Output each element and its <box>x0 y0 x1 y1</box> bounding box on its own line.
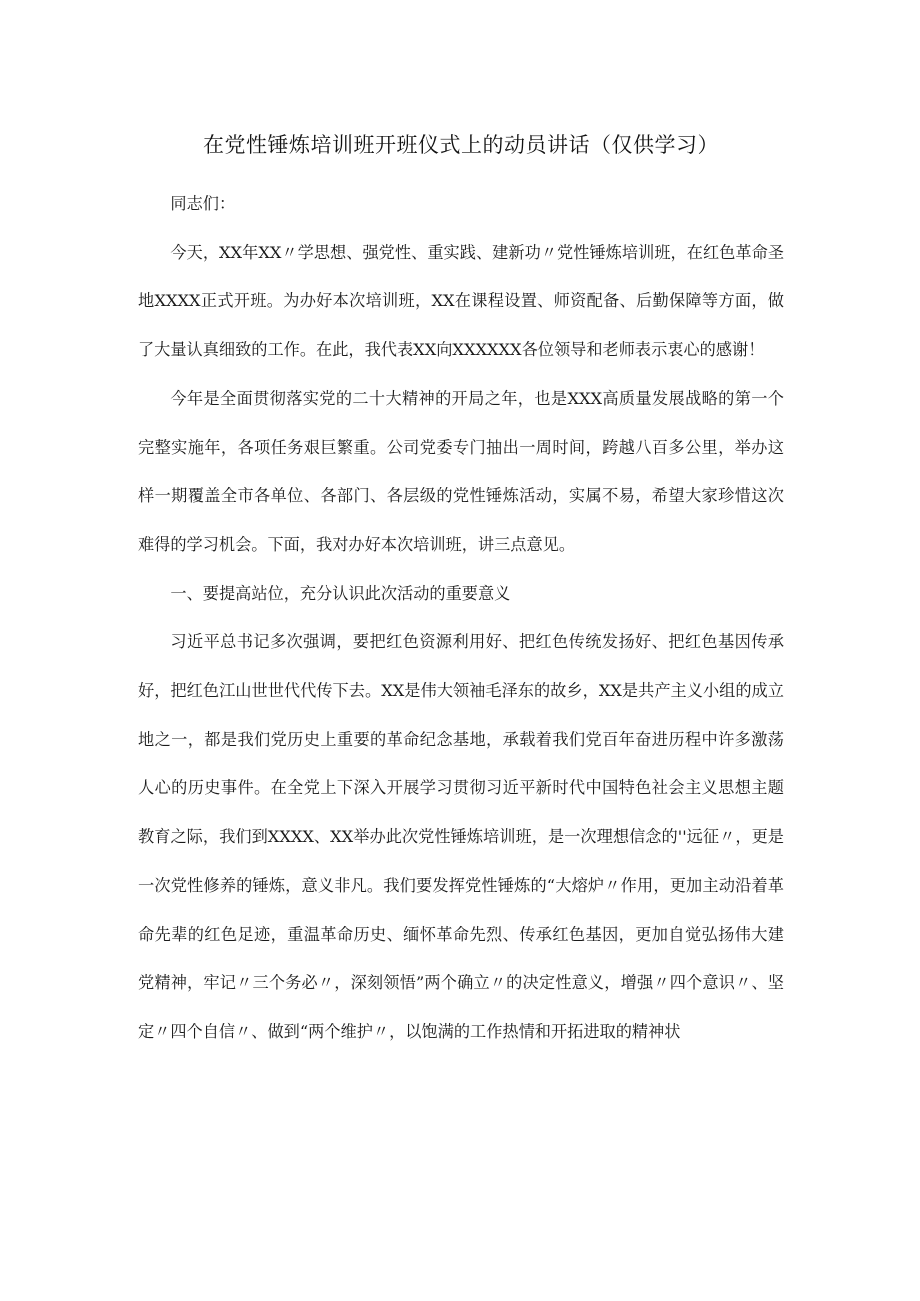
document-body <box>138 180 784 1057</box>
document-page <box>138 0 784 1301</box>
paragraph: 习近平总书记多次强调，要把红色资源利用好、把红色传统发扬好、把红色基因传承好，把红色江山世世代代传下去。XX是伟大领袖毛泽东的故乡，XX是共产主义小组的成立地之一，都是我们党历史上重要的革命纪念基地，承载着我们党百年奋进历程中许多激荡人心的历史事件。在全党上下深入开展学习贯彻习近平新时代中国特色社会主义思想主题教育之际，我们到XXXX、XX举办此次党性锤炼培训班，是一次理想信念的''远征〃，更是一次党性修养的锤炼，意义非凡。我们要发挥党性锤炼的“大熔炉〃作用，更加主动沿着革命先辈的红色足迹，重温革命历史、缅怀革命先烈、传承红色基因，更加自觉弘扬伟大建党精神，牢记〃三个务必〃，深刻领悟”两个确立〃的决定性意义，增强〃四个意识〃、坚定〃四个自信〃、做到“两个维护〃，以饱满的工作热情和开拓进取的精神状 <box>138 632 784 1041</box>
document-title: 在党性锤炼培训班开班仪式上的动员讲话（仅供学习） <box>203 133 719 157</box>
paragraph: 今年是全面贯彻落实党的二十大精神的开局之年，也是XXX高质量发展战略的第一个完整实施年，各项任务艰巨繁重。公司党委专门抽出一周时间，跨越八百多公里，举办这样一期覆盖全市各单位、各部门、各层级的党性锤炼活动，实属不易，希望大家珍惜这次难得的学习机会。下面，我对办好本次培训班，讲三点意见。 <box>138 388 784 554</box>
greeting: 同志们： <box>170 194 236 213</box>
paragraph: 今天，XX年XX〃学思想、强党性、重实践、建新功〃党性锤炼培训班，在红色革命圣地XXXX正式开班。为办好本次培训班，XX在课程设置、师资配备、后勤保障等方面，做了大量认真细致的工作。在此，我代表XX向XXXXXX各位领导和老师表示衷心的感谢！ <box>138 242 784 360</box>
section-heading: 一、要提高站位，充分认识此次活动的重要意义 <box>170 583 511 603</box>
